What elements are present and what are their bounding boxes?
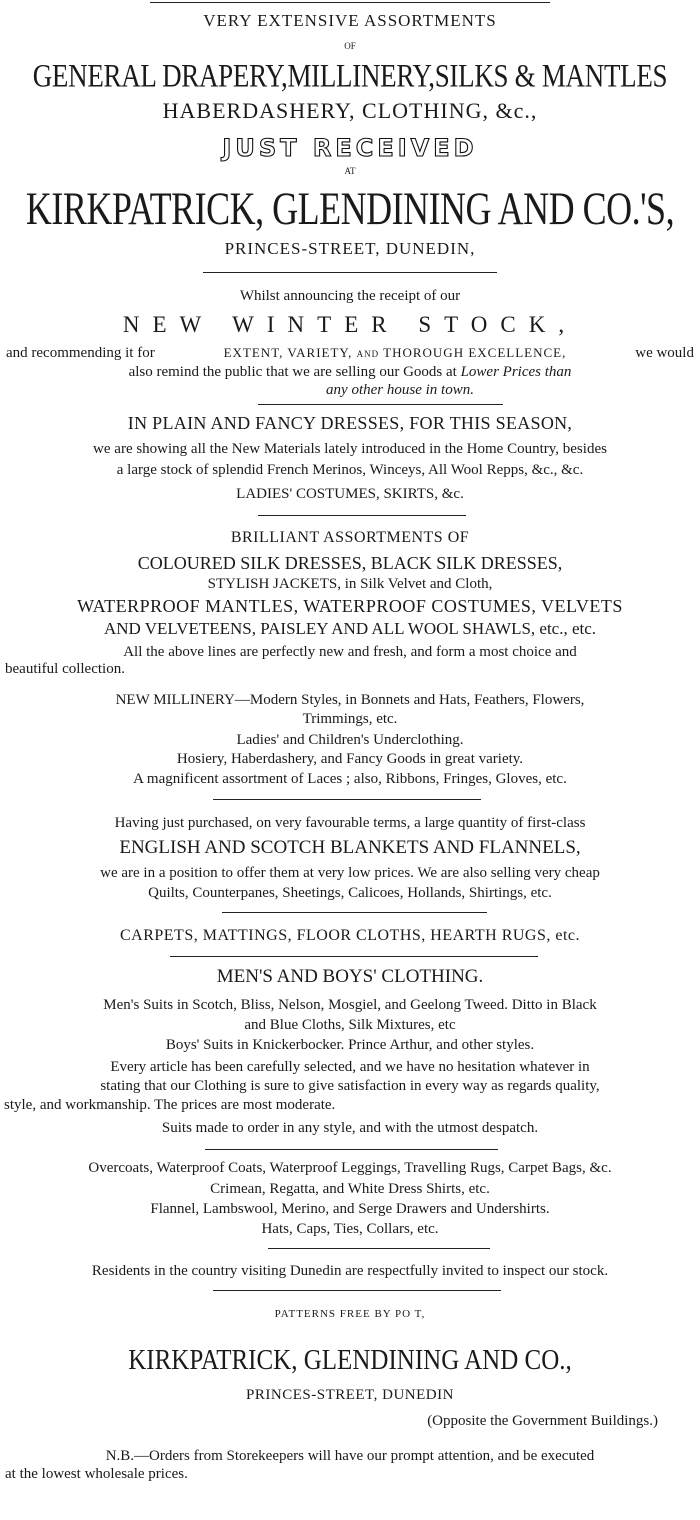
- divider: [213, 1290, 501, 1291]
- divider: [170, 956, 538, 957]
- nb-line-2: at the lowest wholesale prices.: [5, 1466, 188, 1482]
- blankets-line-3: we are in a position to offer them at very low prices. We are also selling very cheap: [100, 865, 600, 881]
- header-at: AT: [344, 166, 356, 176]
- divider: [203, 272, 497, 273]
- outerwear-line-4: Hats, Caps, Ties, Collars, etc.: [261, 1221, 439, 1237]
- clothing-line-2: and Blue Cloths, Silk Mixtures, etc: [244, 1017, 456, 1033]
- blankets-line-4: Quilts, Counterpanes, Sheetings, Calicoes, Hollands, Shirtings, etc.: [148, 885, 552, 901]
- blankets-line-1: Having just purchased, on very favourable terms, a large quantity of first-class: [114, 815, 586, 831]
- clothing-line-1: Men's Suits in Scotch, Bliss, Nelson, Mosgiel, and Geelong Tweed. Ditto in Black: [103, 997, 597, 1013]
- header-departments-2: HABERDASHERY, CLOTHING, &c.,: [162, 98, 538, 123]
- silks-line-2: COLOURED SILK DRESSES, BLACK SILK DRESSES,: [137, 553, 563, 573]
- silks-line-7: beautiful collection.: [5, 661, 125, 677]
- outerwear-line-1: Overcoats, Waterproof Coats, Waterproof Leggings, Travelling Rugs, Carpet Bags, &c.: [88, 1160, 612, 1176]
- footer-firm-name: KIRKPATRICK, GLENDINING AND CO.,: [128, 1344, 572, 1376]
- top-rule: [150, 2, 550, 3]
- silks-line-4: WATERPROOF MANTLES, WATERPROOF COSTUMES, VELVETS: [77, 596, 623, 616]
- winter-stock-line-3: also remind the public that we are selling our Goods at Lower Prices than: [128, 364, 572, 380]
- outerwear-line-3: Flannel, Lambswool, Merino, and Serge Drawers and Undershirts.: [150, 1201, 550, 1217]
- header-address: PRINCES-STREET, DUNEDIN,: [224, 239, 476, 258]
- patterns-free-line: PATTERNS FREE BY PO T,: [274, 1308, 426, 1320]
- divider: [213, 799, 481, 800]
- dresses-line-2: a large stock of splendid French Merinos, Winceys, All Wool Repps, &c., &c.: [116, 462, 584, 478]
- millinery-line-5: A magnificent assortment of Laces ; also, Ribbons, Fringes, Gloves, etc.: [133, 771, 567, 787]
- blankets-line-2: ENGLISH AND SCOTCH BLANKETS AND FLANNELS,: [119, 837, 581, 858]
- header-of: OF: [344, 41, 356, 51]
- millinery-line-3: Ladies' and Children's Underclothing.: [236, 732, 464, 748]
- winter-stock-intro: Whilst announcing the receipt of our: [239, 288, 461, 304]
- silks-line-1: BRILLIANT ASSORTMENTS OF: [230, 529, 470, 546]
- dresses-line-3: LADIES' COSTUMES, SKIRTS, &c.: [236, 486, 464, 502]
- winter-stock-line-2: and recommending it for EXTENT, VARIETY, and THOROUGH EXCELLENCE, we would: [6, 345, 694, 361]
- divider: [258, 515, 466, 516]
- dresses-heading: IN PLAIN AND FANCY DRESSES, FOR THIS SEASON,: [127, 413, 573, 433]
- header-top-title: VERY EXTENSIVE ASSORTMENTS: [203, 11, 497, 30]
- residents-invitation: Residents in the country visiting Dunedin are respectfully invited to inspect our stock.: [91, 1263, 609, 1279]
- divider: [222, 912, 487, 913]
- divider: [205, 1149, 498, 1150]
- new-winter-stock-heading: NEW WINTER STOCK,: [122, 312, 578, 337]
- winter-stock-line-4: any other house in town.: [326, 382, 474, 398]
- millinery-line-4: Hosiery, Haberdashery, and Fancy Goods in great variety.: [176, 751, 524, 767]
- silks-line-3: STYLISH JACKETS, in Silk Velvet and Cloth,: [207, 576, 493, 592]
- nb-line-1: N.B.—Orders from Storekeepers will have our prompt attention, and be executed: [105, 1448, 595, 1464]
- clothing-line-5: stating that our Clothing is sure to give satisfaction in every way as regards quality,: [100, 1078, 600, 1094]
- header-departments-1: GENERAL DRAPERY,MILLINERY,SILKS & MANTLES: [32, 57, 668, 94]
- dresses-line-1: we are showing all the New Materials lately introduced in the Home Country, besides: [93, 441, 607, 457]
- clothing-heading: MEN'S AND BOYS' CLOTHING.: [216, 966, 484, 987]
- divider: [258, 404, 503, 405]
- carpets-line: CARPETS, MATTINGS, FLOOR CLOTHS, HEARTH RUGS, etc.: [119, 927, 581, 944]
- clothing-line-4: Every article has been carefully selected, and we have no hesitation whatever in: [110, 1059, 590, 1075]
- clothing-line-7: Suits made to order in any style, and with the utmost despatch.: [161, 1120, 539, 1136]
- header-firm-name: KIRKPATRICK, GLENDINING AND CO.'S,: [25, 182, 675, 235]
- millinery-line-1: NEW MILLINERY—Modern Styles, in Bonnets and Hats, Feathers, Flowers,: [115, 692, 585, 708]
- clothing-line-6: style, and workmanship. The prices are most moderate.: [4, 1097, 336, 1113]
- silks-line-5: AND VELVETEENS, PAISLEY AND ALL WOOL SHAWLS, etc., etc.: [103, 619, 597, 638]
- silks-line-6: All the above lines are perfectly new and fresh, and form a most choice and: [123, 644, 577, 660]
- clothing-line-3: Boys' Suits in Knickerbocker. Prince Arthur, and other styles.: [165, 1037, 535, 1053]
- outerwear-line-2: Crimean, Regatta, and White Dress Shirts, etc.: [210, 1181, 490, 1197]
- footer-opposite: (Opposite the Government Buildings.): [427, 1413, 658, 1429]
- divider: [268, 1248, 490, 1249]
- footer-address: PRINCES-STREET, DUNEDIN: [246, 1387, 454, 1403]
- millinery-line-2: Trimmings, etc.: [302, 711, 398, 727]
- header-just-received: JUST RECEIVED: [222, 134, 478, 162]
